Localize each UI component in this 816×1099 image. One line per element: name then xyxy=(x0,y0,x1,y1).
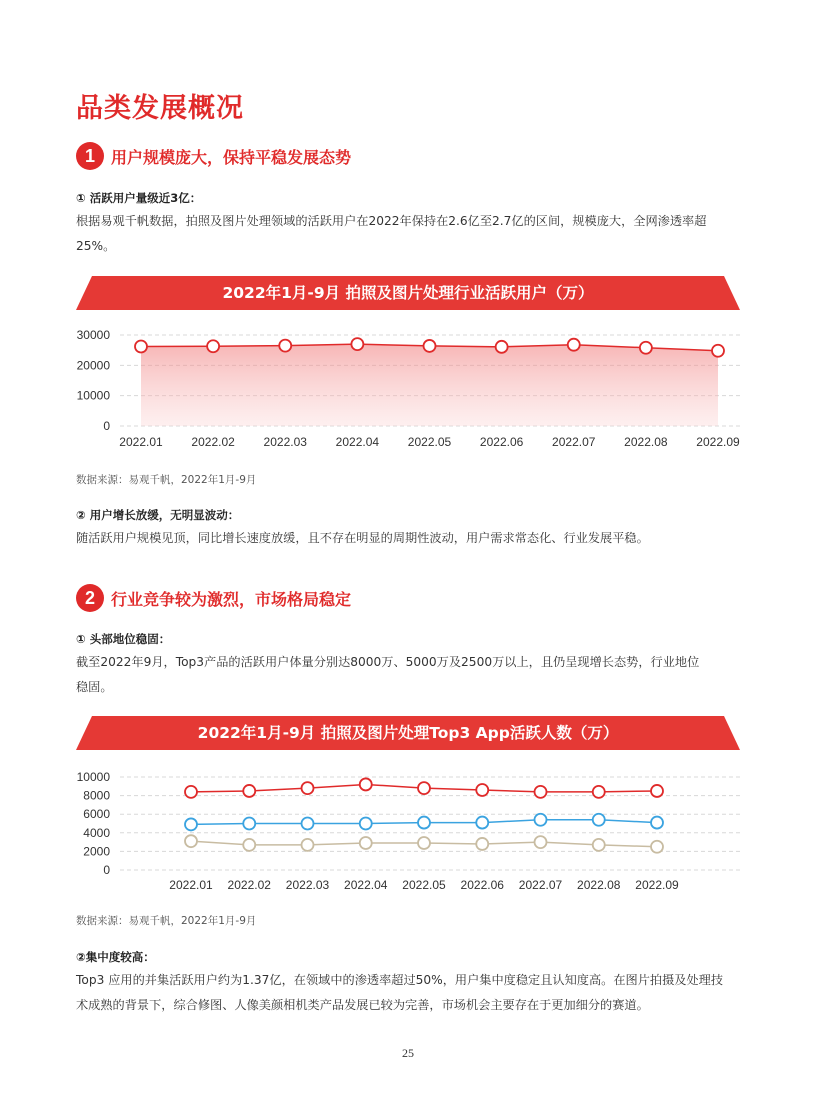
x-tick-label: 2022.04 xyxy=(344,878,388,892)
chart-1-banner xyxy=(76,276,740,310)
y-tick-label: 30000 xyxy=(76,328,110,342)
data-point xyxy=(302,818,314,830)
x-tick-label: 2022.01 xyxy=(169,878,213,892)
data-point xyxy=(593,814,605,826)
data-point xyxy=(360,778,372,790)
section-2-heading xyxy=(76,583,351,613)
data-point xyxy=(651,841,663,853)
section-1-paragraph-1 xyxy=(76,209,746,259)
data-point xyxy=(418,837,430,849)
data-point xyxy=(535,814,547,826)
data-point xyxy=(418,817,430,829)
y-tick-label: 4000 xyxy=(83,825,110,840)
paragraph-line: 稳固。 xyxy=(76,680,113,694)
x-tick-label: 2022.06 xyxy=(479,435,524,449)
x-tick-label: 2022.08 xyxy=(577,878,621,892)
chart-2-title: 2022年1月-9月 拍照及图片处理Top3 App活跃人数（万） xyxy=(197,724,619,742)
data-point xyxy=(418,782,430,794)
y-tick-label: 8000 xyxy=(83,788,110,803)
data-point xyxy=(185,786,197,798)
x-tick-label: 2022.07 xyxy=(552,435,596,449)
section-1-sub-1: ① 活跃用户量级近3亿： xyxy=(76,191,202,205)
data-point xyxy=(185,835,197,847)
data-point xyxy=(185,818,197,830)
x-tick-label: 2022.01 xyxy=(119,435,163,449)
chart-1-source: 数据来源：易观千帆，2022年1月-9月 xyxy=(76,474,257,486)
data-point xyxy=(593,786,605,798)
section-1-paragraph-2: 随活跃用户规模见顶，同比增长速度放缓，且不存在明显的周期性波动，用户需求常态化、行业发展平稳。 xyxy=(76,531,649,545)
x-tick-label: 2022.07 xyxy=(518,878,563,892)
data-point xyxy=(593,839,605,851)
paragraph-line: 术成熟的背景下，综合修图、人像美颜相机类产品发展已较为完善，市场机会主要存在于更加细分的赛道。 xyxy=(76,998,649,1012)
data-point xyxy=(476,838,488,850)
chart-2-source: 数据来源：易观千帆，2022年1月-9月 xyxy=(76,915,257,927)
data-point xyxy=(207,340,219,352)
x-tick-label: 2022.09 xyxy=(696,435,740,449)
chart-2-banner xyxy=(76,716,740,750)
x-tick-label: 2022.02 xyxy=(191,435,235,449)
data-point xyxy=(243,839,255,851)
data-point xyxy=(568,339,580,351)
paragraph-line: Top3 应用的并集活跃用户约为1.37亿，在领域中的渗透率超过50%，用户集中度稳定且认知度高。在图片拍摄及处理技 xyxy=(76,973,724,987)
section-2-paragraph-1 xyxy=(76,650,746,700)
x-tick-label: 2022.04 xyxy=(335,435,380,449)
data-point xyxy=(360,818,372,830)
x-tick-label: 2022.09 xyxy=(635,878,679,892)
chart-2 xyxy=(60,764,750,899)
data-point xyxy=(535,786,547,798)
data-point xyxy=(279,340,291,352)
section-1-number: 1 xyxy=(76,142,104,170)
page-title: 品类发展概况 xyxy=(76,93,244,124)
paragraph-line: 截至2022年9月，Top3产品的活跃用户体量分别达8000万、5000万及2500万以上，且仍呈现增长态势，行业地位 xyxy=(76,655,700,669)
section-1-sub-2: ② 用户增长放缓，无明显波动： xyxy=(76,508,240,522)
data-point xyxy=(135,341,147,353)
data-point xyxy=(351,338,363,350)
data-point xyxy=(651,785,663,797)
chart-1-title: 2022年1月-9月 拍照及图片处理行业活跃用户（万） xyxy=(222,284,594,302)
x-tick-label: 2022.02 xyxy=(227,878,271,892)
x-tick-label: 2022.03 xyxy=(263,435,307,449)
page-number: 25 xyxy=(402,1046,414,1060)
data-point xyxy=(712,345,724,357)
y-tick-label: 10000 xyxy=(76,770,110,784)
data-point xyxy=(302,839,314,851)
x-tick-label: 2022.05 xyxy=(407,435,452,449)
data-point xyxy=(535,836,547,848)
x-tick-label: 2022.05 xyxy=(402,878,446,892)
area-fill xyxy=(141,344,718,426)
y-tick-label: 0 xyxy=(103,419,110,433)
x-tick-label: 2022.08 xyxy=(624,435,668,449)
data-point xyxy=(424,340,436,352)
x-tick-label: 2022.03 xyxy=(285,878,330,892)
data-point xyxy=(640,342,652,354)
section-2-sub-2: ②集中度较高： xyxy=(76,950,155,964)
y-tick-label: 20000 xyxy=(76,358,110,373)
y-tick-label: 10000 xyxy=(76,388,110,403)
section-2-number: 2 xyxy=(76,584,104,612)
data-point xyxy=(496,341,508,353)
data-point xyxy=(243,785,255,797)
y-tick-label: 6000 xyxy=(83,807,110,822)
section-2-paragraph-2 xyxy=(76,968,746,1018)
section-1-heading xyxy=(76,141,351,171)
data-point xyxy=(243,818,255,830)
data-point xyxy=(302,782,314,794)
paragraph-line: 25%。 xyxy=(76,239,116,253)
data-point xyxy=(651,817,663,829)
section-1-title: 用户规模庞大，保持平稳发展态势 xyxy=(111,147,352,167)
data-point xyxy=(476,817,488,829)
x-tick-label: 2022.06 xyxy=(460,878,504,892)
paragraph-line: 根据易观千帆数据，拍照及图片处理领域的活跃用户在2022年保持在2.6亿至2.7亿的区间，规模庞大，全网渗透率超 xyxy=(76,214,707,228)
y-tick-label: 2000 xyxy=(83,844,110,859)
chart-1 xyxy=(60,322,750,457)
data-point xyxy=(360,837,372,849)
data-point xyxy=(476,784,488,796)
section-2-title: 行业竞争较为激烈，市场格局稳定 xyxy=(111,589,352,609)
y-tick-label: 0 xyxy=(103,863,110,877)
section-2-sub-1: ① 头部地位稳固： xyxy=(76,632,171,646)
